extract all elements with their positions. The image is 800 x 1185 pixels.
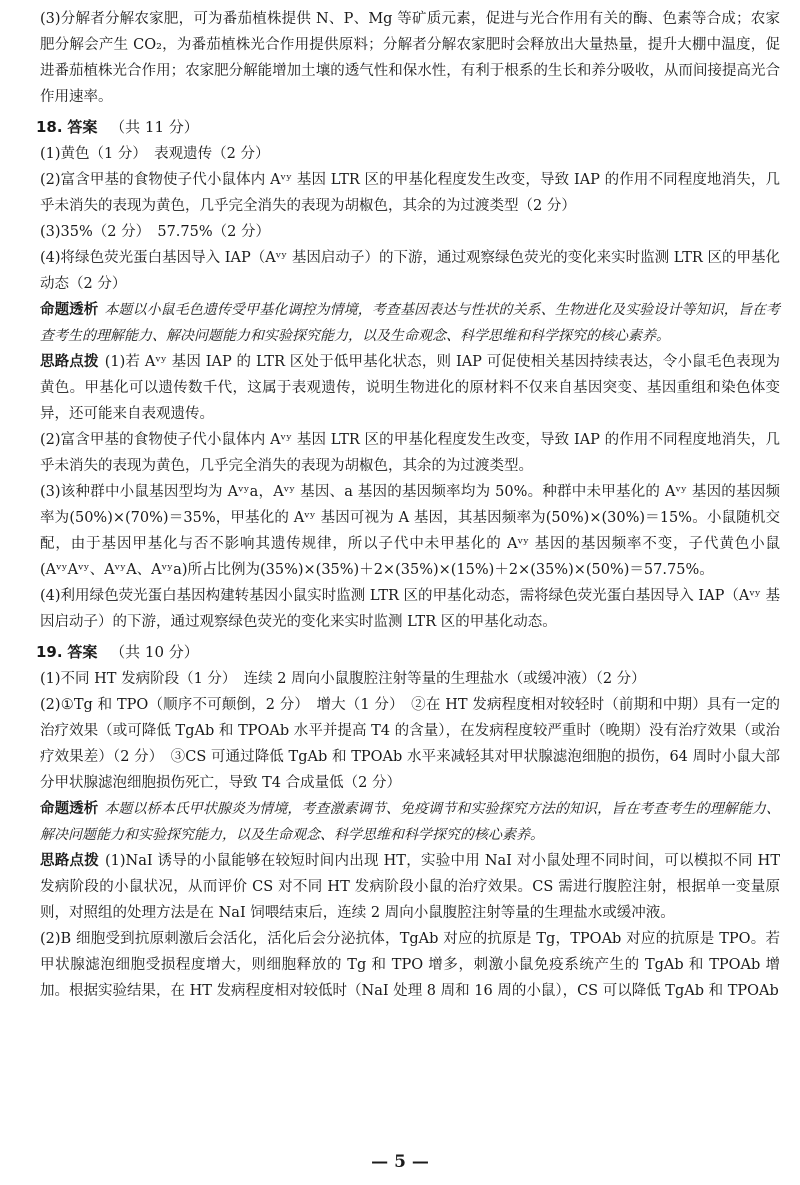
analysis-text: 本题以小鼠毛色遗传受甲基化调控为情境，考查基因表达与性状的关系、生物进化及实验设计等知识，旨在考查考生的理解能力、解决问题能力和实验探究能力，以及生命观念、科学思维和科学探究的核心素养。 [40,302,781,344]
hint-label: 思路点拨 [40,853,100,869]
q18-heading [36,114,780,141]
question-number: 18. [36,118,63,136]
q18-answer-3: (3)35%（2 分） 57.75%（2 分） [40,224,270,240]
q17-paragraph-3: (3)分解者分解农家肥，可为番茄植株提供 N、P、Mg 等矿质元素，促进与光合作用有关的酶、色素等合成；农家肥分解会产生 CO₂，为番茄植株光合作用提供原料；分解者分解农家肥时会释放出大量热量，提升大棚中温度，促进番茄植株光合作用；农家肥分解能增加土壤的透气性和保水性，有利于根系的生长和养分吸收，从而间接提高光合作用速率。 [40,11,780,105]
hint-text: (1)若 Aᵛʸ 基因 IAP 的 LTR 区处于低甲基化状态，则 IAP 可促使相关基因持续表达，令小鼠毛色表现为黄色。甲基化可以遗传数千代，这属于表观遗传，说明生物进化的原材料不仅来自基因突变、基因重组和染色体变异，还可能来自表观遗传。 [40,354,781,422]
answer-tag: 答案 [67,118,98,136]
q18-analysis [40,297,780,349]
q18-hint-2: (2)富含甲基的食物使子代小鼠体内 Aᵛʸ 基因 LTR 区的甲基化程度发生改变，导致 IAP 的作用不同程度地消失，几乎未消失的表现为黄色，几乎完全消失的表现为胡椒色，其余的为过渡类型。 [40,432,780,474]
analysis-label: 命题透析 [40,801,99,817]
q18-answer-4: (4)将绿色荧光蛋白基因导入 IAP（Aᵛʸ 基因启动子）的下游，通过观察绿色荧光的变化来实时监测 LTR 区的甲基化动态（2 分） [40,250,780,292]
page-number: — 5 — [371,1152,429,1172]
q19-analysis [40,796,780,848]
hint-text: (1)NaI 诱导的小鼠能够在较短时间内出现 HT，实验中用 NaI 对小鼠处理不同时间，可以模拟不同 HT 发病阶段的小鼠状况，从而评价 CS 对不同 HT 发病阶段小鼠的治疗效果。CS 需进行腹腔注射，根据单一变量原则，对照组的处理方法是在 NaI 饲喂结束后，连续 2 周向小鼠腹腔注射等量的生理盐水或缓冲液。 [40,853,780,921]
q18-answer-1: (1)黄色（1 分） 表观遗传（2 分） [40,146,270,162]
q19-hint-2: (2)B 细胞受到抗原刺激后会活化，活化后会分泌抗体，TgAb 对应的抗原是 Tg，TPOAb 对应的抗原是 TPO。若甲状腺滤泡细胞受损程度增大，则细胞释放的 Tg 和 TPO 增多，刺激小鼠免疫系统产生的 TgAb 和 TPOAb 增加。根据实验结果，在 HT 发病程度相对较低时（NaI 处理 8 周和 16 周的小鼠），CS 可以降低 TgAb 和 TPOAb [40,931,780,999]
q18-hint [40,349,780,427]
q18-answer-2: (2)富含甲基的食物使子代小鼠体内 Aᵛʸ 基因 LTR 区的甲基化程度发生改变，导致 IAP 的作用不同程度地消失，几乎未消失的表现为黄色，几乎完全消失的表现为胡椒色，其余的为过渡类型（2 分） [40,172,780,214]
q19-heading [36,639,780,666]
document-page [36,6,781,1004]
q18-hint-4: (4)利用绿色荧光蛋白基因构建转基因小鼠实时监测 LTR 区的甲基化动态，需将绿色荧光蛋白基因导入 IAP（Aᵛʸ 基因启动子）的下游，通过观察绿色荧光的变化来实时监测 LTR 区的甲基化动态。 [40,588,780,630]
q19-hint [40,848,780,926]
score-note: （共 11 分） [110,118,199,136]
answer-tag: 答案 [67,643,98,661]
q19-answer-1: (1)不同 HT 发病阶段（1 分） 连续 2 周向小鼠腹腔注射等量的生理盐水（或缓冲液）（2 分） [40,671,646,687]
q19-answer-2: (2)①Tg 和 TPO（顺序不可颠倒，2 分） 增大（1 分） ②在 HT 发病程度相对较轻时（前期和中期）具有一定的治疗效果（或可降低 TgAb 和 TPOAb 水平并提高 T4 的含量），在发病程度较严重时（晚期）没有治疗效果（或治疗效果差）（2 分） ③CS 可通过降低 TgAb 和 TPOAb 水平来减轻其对甲状腺滤泡细胞的损伤，64 周时小鼠大部分甲状腺滤泡细胞损伤死亡，导致 T4 合成量低（2 分） [40,697,780,791]
question-number: 19. [36,643,63,661]
hint-label: 思路点拨 [40,354,99,370]
score-note: （共 10 分） [110,643,199,661]
analysis-label: 命题透析 [40,302,99,318]
q18-hint-3: (3)该种群中小鼠基因型均为 Aᵛʸa，Aᵛʸ 基因、a 基因的基因频率均为 50%。种群中未甲基化的 Aᵛʸ 基因的基因频率为(50%)×(70%)＝35%，甲基化的 Aᵛʸ 基因可视为 A 基因，其基因频率为(50%)×(30%)＝15%。小鼠随机交配，由于基因甲基化与否不影响其遗传规律，所以子代中未甲基化的 Aᵛʸ 基因的基因频率不变，子代黄色小鼠(AᵛʸAᵛʸ、AᵛʸA、Aᵛʸa)所占比例为(35%)×(35%)＋2×(35%)×(15%)＋2×(35%)×(50%)＝57.75%。 [40,484,780,578]
analysis-text: 本题以桥本氏甲状腺炎为情境，考查激素调节、免疫调节和实验探究方法的知识，旨在考查考生的理解能力、解决问题能力和实验探究能力，以及生命观念、科学思维和科学探究的核心素养。 [40,801,781,843]
